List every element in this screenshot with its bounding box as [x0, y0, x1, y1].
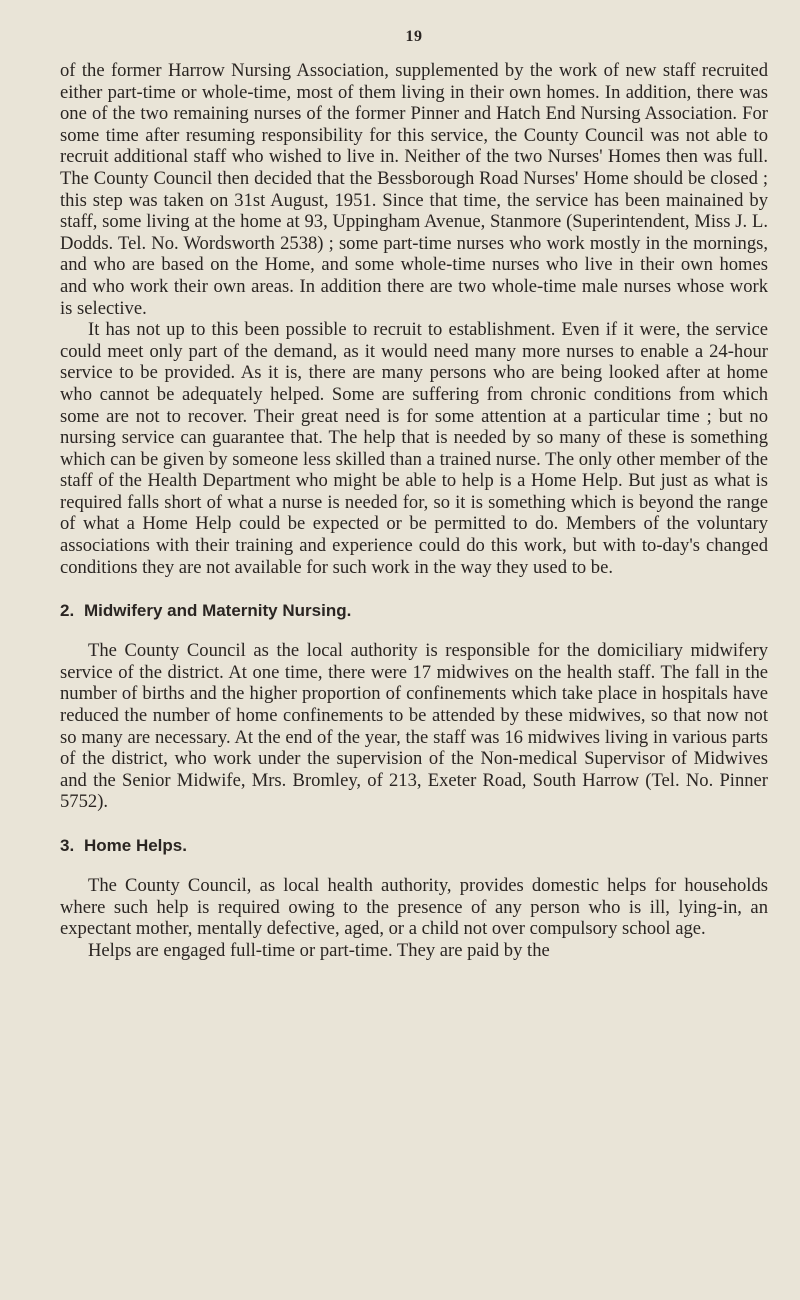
page-number: 19: [405, 28, 423, 45]
paragraph-midwifery: The County Council as the local authority is responsible for the domiciliary midwifery service of the district. At one time, there were 17 midwives on the health staff. The fall in the number of births and the higher proportion of confinements which take place in hospitals have reduced the number of home confinements to be attended by these midwives, so that now not so many are necessary. At the end of the year, the staff was 16 midwives living in various parts of the district, who work under the supervision of the Non-medical Supervisor of Midwives and the Senior Midwife, Mrs. Bromley, of 213, Exeter Road, South Harrow (Tel. No. Pinner 5752).: [60, 640, 768, 813]
paragraph-recruitment: It has not up to this been possible to recruit to establishment. Even if it were, the service could meet only part of the demand, as it would need many more nurses to enable a 24-hour service to be provided. As it is, there are many persons who are being looked after at home who cannot be adequately helped. Some are suffering from chronic conditions from which some are not to recover. Their great need is for some attention at a particular time ; but no nursing service can guarantee that. The help that is needed by so many of these is something which can be given by someone less skilled than a trained nurse. The only other member of the staff of the Health Department who might be able to help is a Home Help. But just as what is required falls short of what a nurse is needed for, so it is something which is beyond the range of what a Home Help could be expected or be permitted to do. Members of the voluntary associations with their training and experience could do this work, but with to-day's changed conditions they are not available for such work in the way they used to be.: [60, 319, 768, 578]
section-title: Home Helps.: [84, 836, 187, 855]
paragraph-helps-engaged: Helps are engaged full-time or part-time. They are paid by the: [88, 939, 550, 961]
paragraph-home-helps: The County Council, as local health authority, provides domestic helps for households where such help is required owing to the presence of any person who is ill, lying-in, an expectant mother, mentally defective, aged, or a child not over compulsory school age.: [60, 875, 768, 940]
paragraph-nursing-staff: of the former Harrow Nursing Association, supplemented by the work of new staff recruited either part-time or whole-time, most of them living in their own homes. In addition, there was one of the two remaining nurses of the former Pinner and Hatch End Nursing Association. For some time after resuming responsibility for this service, the County Council was not able to recruit additional staff who wished to live in. Neither of the two Nurses' Homes then was full. The County Council then decided that the Bessborough Road Nurses' Home should be closed ; this step was taken on 31st August, 1951. Since that time, the service has been mainained by staff, some living at the home at 93, Uppingham Avenue, Stanmore (Superintendent, Miss J. L. Dodds. Tel. No. Wordsworth 2538) ; some part-time nurses who work mostly in the mornings, and who are based on the Home, and some whole-time nurses who live in their own homes and who work their own areas. In addition there are two whole-time male nurses whose work is selective.: [60, 60, 768, 319]
section-number: 3.: [60, 836, 75, 855]
section-heading-home-helps: [60, 836, 768, 856]
section-title: Midwifery and Maternity Nursing.: [84, 601, 352, 621]
section-number: 2.: [60, 601, 75, 621]
section-heading-midwifery: [60, 601, 768, 621]
